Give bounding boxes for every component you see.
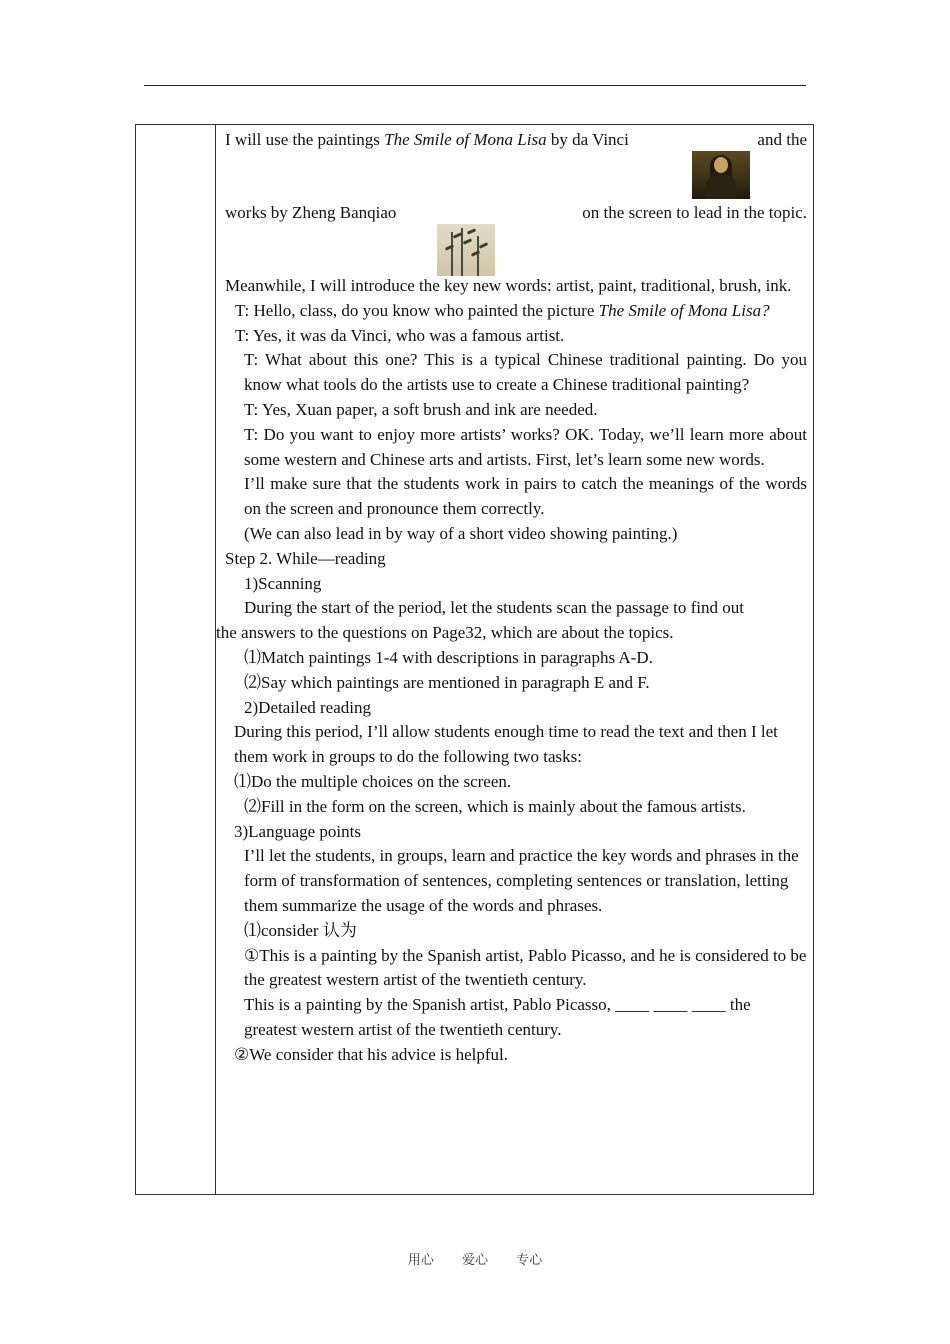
paragraph: During the start of the period, let the students scan the passage to find out	[244, 598, 744, 618]
example-sentence: ②We consider that his advice is helpful.	[234, 1044, 508, 1064]
dialogue-line: T: Yes, it was da Vinci, who was a famous artist.	[235, 325, 565, 345]
bamboo-painting-thumbnail-icon	[437, 224, 495, 276]
list-item: ⑵Fill in the form on the screen, which is mainly about the famous artists.	[244, 796, 746, 816]
step-heading: Step 2. While—reading	[225, 548, 386, 568]
list-item: ⑴Match paintings 1-4 with descriptions in paragraphs A-D.	[244, 647, 653, 667]
paragraph: During this period, I’ll allow students enough time to read the text and then I let them work in groups to do the following two tasks:	[234, 722, 778, 767]
column-divider	[215, 125, 216, 1194]
lead-in-line-1	[225, 128, 807, 201]
footer-text: 用心	[407, 1253, 434, 1268]
footer-text: 专心	[516, 1253, 543, 1268]
paragraph: Meanwhile, I will introduce the key new words: artist, paint, traditional, brush, ink.	[225, 276, 792, 295]
paragraph: I’ll make sure that the students work in pairs to catch the meanings of the words on the screen and pronounce them correctly.	[244, 474, 807, 519]
lead-in-text-c: and the	[757, 130, 807, 149]
paragraph: (We can also lead in by way of a short video showing painting.)	[244, 523, 678, 543]
dialogue-line: T: What about this one? This is a typical Chinese traditional painting. Do you know what tools do the artists use to create a Chinese traditional painting?	[244, 350, 807, 395]
dialogue-line: T: Hello, class, do you know who painted the picture The Smile of Mona Lisa?	[235, 300, 770, 320]
fill-in-sentence: This is a painting by the Spanish artist, Pablo Picasso, ____ ____ ____ the greatest western artist of the twentieth century.	[244, 995, 751, 1039]
list-item: ⑵Say which paintings are mentioned in paragraph E and F.	[244, 672, 650, 692]
vocab-item: ⑴consider 认为	[244, 920, 357, 940]
lead-in-line-2	[225, 201, 807, 274]
sub-heading: 3)Language points	[234, 821, 361, 841]
list-item: ⑴Do the multiple choices on the screen.	[234, 771, 512, 791]
paragraph: I’ll let the students, in groups, learn and practice the key words and phrases in the form of transformation of sentences, completing sentences or translation, letting them summarize the usage of the words and phrases.	[244, 846, 799, 915]
sub-heading: 1)Scanning	[244, 573, 322, 593]
lead-in-text-a: I will use the paintings The Smile of Mona Lisa by da Vinci	[225, 130, 629, 149]
lesson-table	[135, 124, 814, 1195]
mona-lisa-thumbnail-icon	[692, 151, 750, 199]
header-rule	[144, 85, 806, 86]
dialogue-line: T: Do you want to enjoy more artists’ works? OK. Today, we’ll learn more about some western and Chinese arts and artists. First, let’s learn some new words.	[244, 424, 807, 469]
footer-text: 爱心	[461, 1253, 488, 1268]
dialogue-line: T: Yes, Xuan paper, a soft brush and ink are needed.	[244, 399, 598, 419]
paragraph: the answers to the questions on Page32, which are about the topics.	[216, 623, 674, 643]
page-footer	[0, 1249, 950, 1268]
lead-in-text-d: works by Zheng Banqiao	[225, 203, 397, 222]
example-sentence: ①This is a painting by the Spanish artist, Pablo Picasso, and he is considered to be the greatest western artist of the twentieth century.	[244, 945, 807, 990]
sub-heading: 2)Detailed reading	[244, 697, 371, 717]
lead-in-text-e: on the screen to lead in the topic.	[582, 203, 807, 222]
lesson-content	[216, 128, 807, 1068]
